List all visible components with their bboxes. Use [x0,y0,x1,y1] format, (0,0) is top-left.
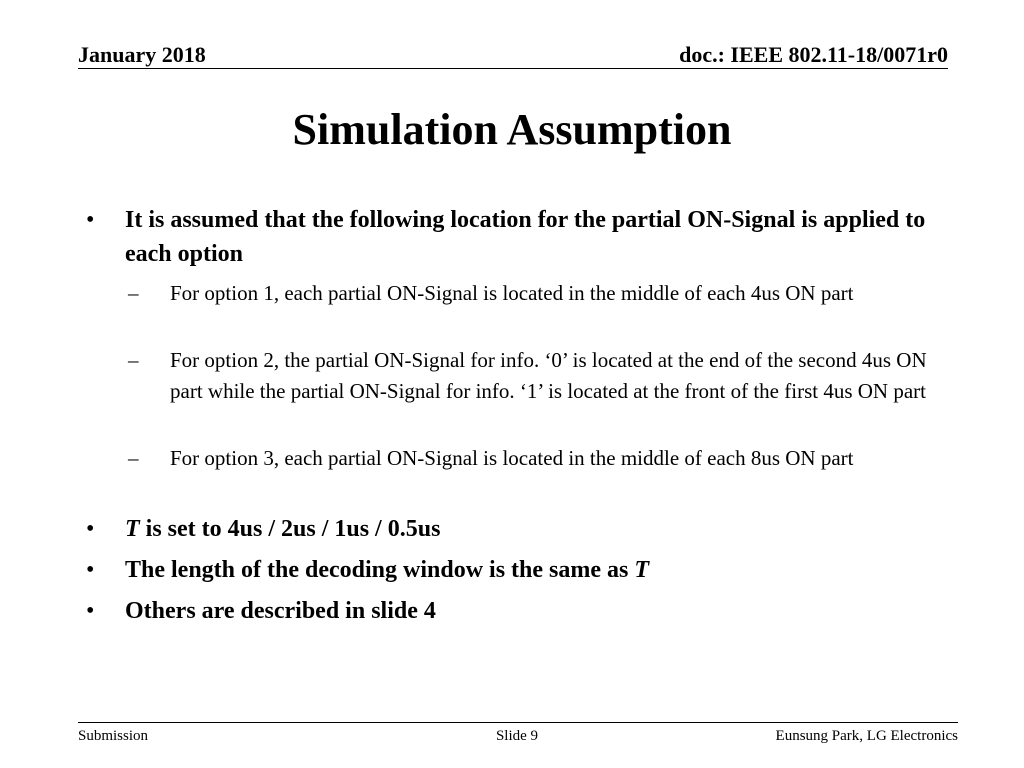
header-divider [78,68,948,69]
sub-bullet-1: For option 1, each partial ON-Signal is located in the middle of each 4us ON part [170,281,854,305]
dash-marker: – [128,281,139,305]
sub-bullet-2: For option 2, the partial ON-Signal for info. ‘0’ is located at the end of the second 4us ON part while the partial ON-Signal for info. ‘1’ is located at the front of the first 4us ON part [170,348,927,403]
dash-marker: – [128,446,139,470]
bullet-marker: • [86,557,95,583]
dash-marker: – [128,348,139,372]
footer-slide-number: Slide 9 [495,728,539,744]
footer-divider [78,722,958,723]
bullet-1: It is assumed that the following location for the partial ON-Signal is applied to each option [125,207,926,267]
bullet-marker: • [86,516,95,542]
bullet-4: Others are described in slide 4 [125,598,436,624]
variable-t: T [125,516,140,542]
bullet-3-text: The length of the decoding window is the same as [125,557,635,583]
slide-header-doc-id: doc.: IEEE 802.11-18/0071r0 [679,42,948,67]
sub-bullet-3: For option 3, each partial ON-Signal is located in the middle of each 8us ON part [170,446,854,470]
bullet-3 [125,553,935,587]
footer-submission: Submission [78,728,149,744]
bullet-marker: • [86,207,95,233]
bullet-2-text: is set to 4us / 2us / 1us / 0.5us [139,516,441,542]
slide-title: Simulation Assumption [292,105,732,154]
bullet-marker: • [86,598,95,624]
variable-t: T [634,557,650,583]
bullet-2 [125,512,935,546]
footer-author: Eunsung Park, LG Electronics [775,728,958,744]
slide-header-date: January 2018 [78,42,206,67]
